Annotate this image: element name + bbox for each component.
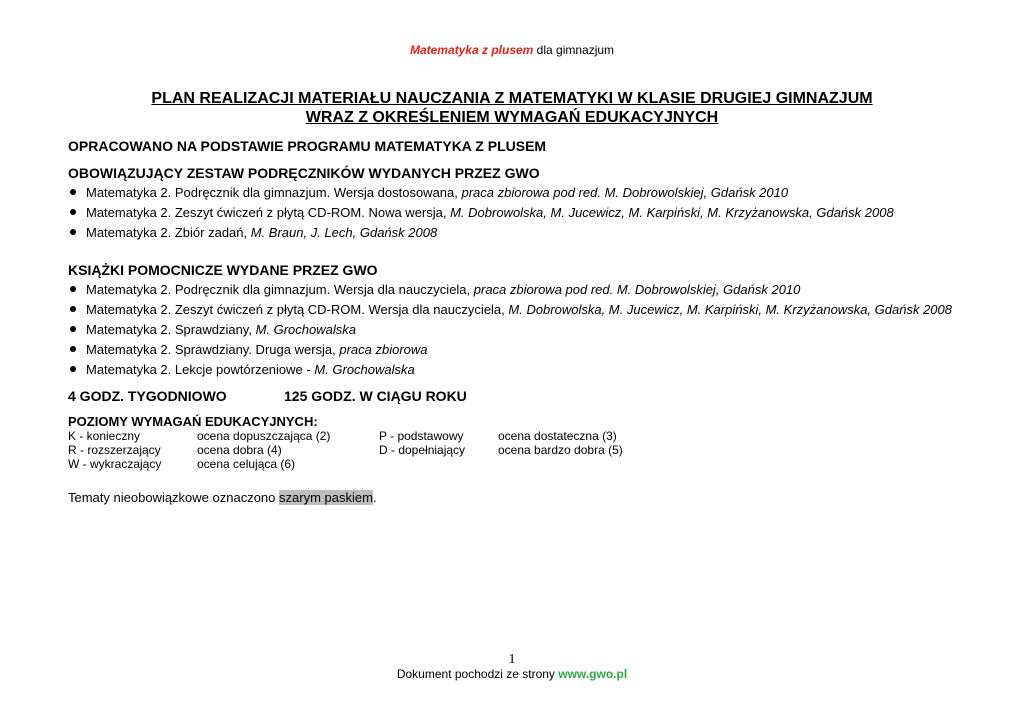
aux-books-list [68, 280, 968, 379]
header-brand: Matematyka z plusem [409, 43, 534, 57]
header-rest: dla gimnazjum [533, 43, 615, 57]
list-item: Matematyka 2. Lekcje powtórzeniowe - M. Grochowalska [68, 360, 968, 379]
page-footer [0, 667, 1024, 681]
bullet-icon [70, 229, 76, 235]
bullet-icon [70, 209, 76, 215]
textbooks-heading: OBOWIĄZUJĄCY ZESTAW PODRĘCZNIKÓW WYDANYCH PRZEZ GWO [68, 165, 540, 181]
level-cell: D - dopełniający [379, 443, 466, 457]
textbooks-list [68, 183, 968, 242]
requirement-levels [68, 414, 968, 471]
title-line-1: PLAN REALIZACJI MATERIAŁU NAUCZANIA Z MATEMATYKI W KLASIE DRUGIEJ GIMNAZJUM [151, 90, 873, 107]
list-item: Matematyka 2. Zeszyt ćwiczeń z płytą CD-ROM. Wersja dla nauczyciela, M. Dobrowolska, M. Jucewicz, M. Karpiński, M. Krzyżanowska, Gdańsk 2008 [68, 300, 968, 319]
document-title [0, 89, 1024, 127]
level-cell: ocena bardzo dobra (5) [498, 443, 623, 457]
page-number: 1 [508, 652, 516, 667]
optional-topics-note: Tematy nieobowiązkowe oznaczono szarym paskiem. [68, 490, 377, 505]
bullet-icon [70, 286, 76, 292]
level-cell: ocena dostateczna (3) [498, 429, 617, 443]
level-cell [498, 457, 698, 471]
level-cell: ocena celująca (6) [197, 457, 296, 471]
level-cell: ocena dopuszczająca (2) [197, 429, 331, 443]
list-item: Matematyka 2. Podręcznik dla gimnazjum. Wersja dla nauczyciela, praca zbiorowa pod red. M. Dobrowolskiej, Gdańsk 2010 [68, 280, 968, 299]
hours-weekly: 4 GODZ. TYGODNIOWO [68, 388, 227, 404]
list-item: Matematyka 2. Zeszyt ćwiczeń z płytą CD-ROM. Nowa wersja, M. Dobrowolska, M. Jucewicz, M. Karpiński, M. Krzyżanowska, Gdańsk 2008 [68, 203, 968, 222]
grey-highlight: szarym paskiem [279, 490, 373, 505]
level-cell: W - wykraczający [68, 457, 162, 471]
hours-yearly: 125 GODZ. W CIĄGU ROKU [284, 388, 467, 404]
list-item: Matematyka 2. Sprawdziany. Druga wersja, praca zbiorowa [68, 340, 968, 359]
level-cell [379, 457, 498, 471]
list-item: Matematyka 2. Zbiór zadań, M. Braun, J. Lech, Gdańsk 2008 [68, 223, 968, 242]
footer-site-link[interactable]: www.gwo.pl [558, 667, 628, 681]
bullet-icon [70, 346, 76, 352]
bullet-icon [70, 326, 76, 332]
hours-line [68, 387, 968, 405]
level-cell: P - podstawowy [379, 429, 464, 443]
footer-text: Dokument pochodzi ze strony [396, 667, 559, 681]
list-item: Matematyka 2. Podręcznik dla gimnazjum. Wersja dostosowana, praca zbiorowa pod red. M. Dobrowolskiej, Gdańsk 2010 [68, 183, 968, 202]
document-body [68, 137, 968, 507]
level-cell: K - konieczny [68, 429, 141, 443]
aux-books-heading: KSIĄŻKI POMOCNICZE WYDANE PRZEZ GWO [68, 262, 378, 278]
title-line-2: WRAZ Z OKREŚLENIEM WYMAGAŃ EDUKACYJNYCH [305, 109, 719, 126]
level-cell: ocena dobra (4) [197, 443, 282, 457]
level-cell: R - rozszerzający [68, 443, 161, 457]
list-item: Matematyka 2. Sprawdziany, M. Grochowalska [68, 320, 968, 339]
page-header [0, 43, 1024, 57]
bullet-icon [70, 366, 76, 372]
bullet-icon [70, 189, 76, 195]
levels-table [68, 429, 968, 471]
levels-heading: POZIOMY WYMAGAŃ EDUKACYJNYCH: [68, 414, 318, 429]
bullet-icon [70, 306, 76, 312]
program-heading: OPRACOWANO NA PODSTAWIE PROGRAMU MATEMATYKA Z PLUSEM [68, 138, 547, 154]
